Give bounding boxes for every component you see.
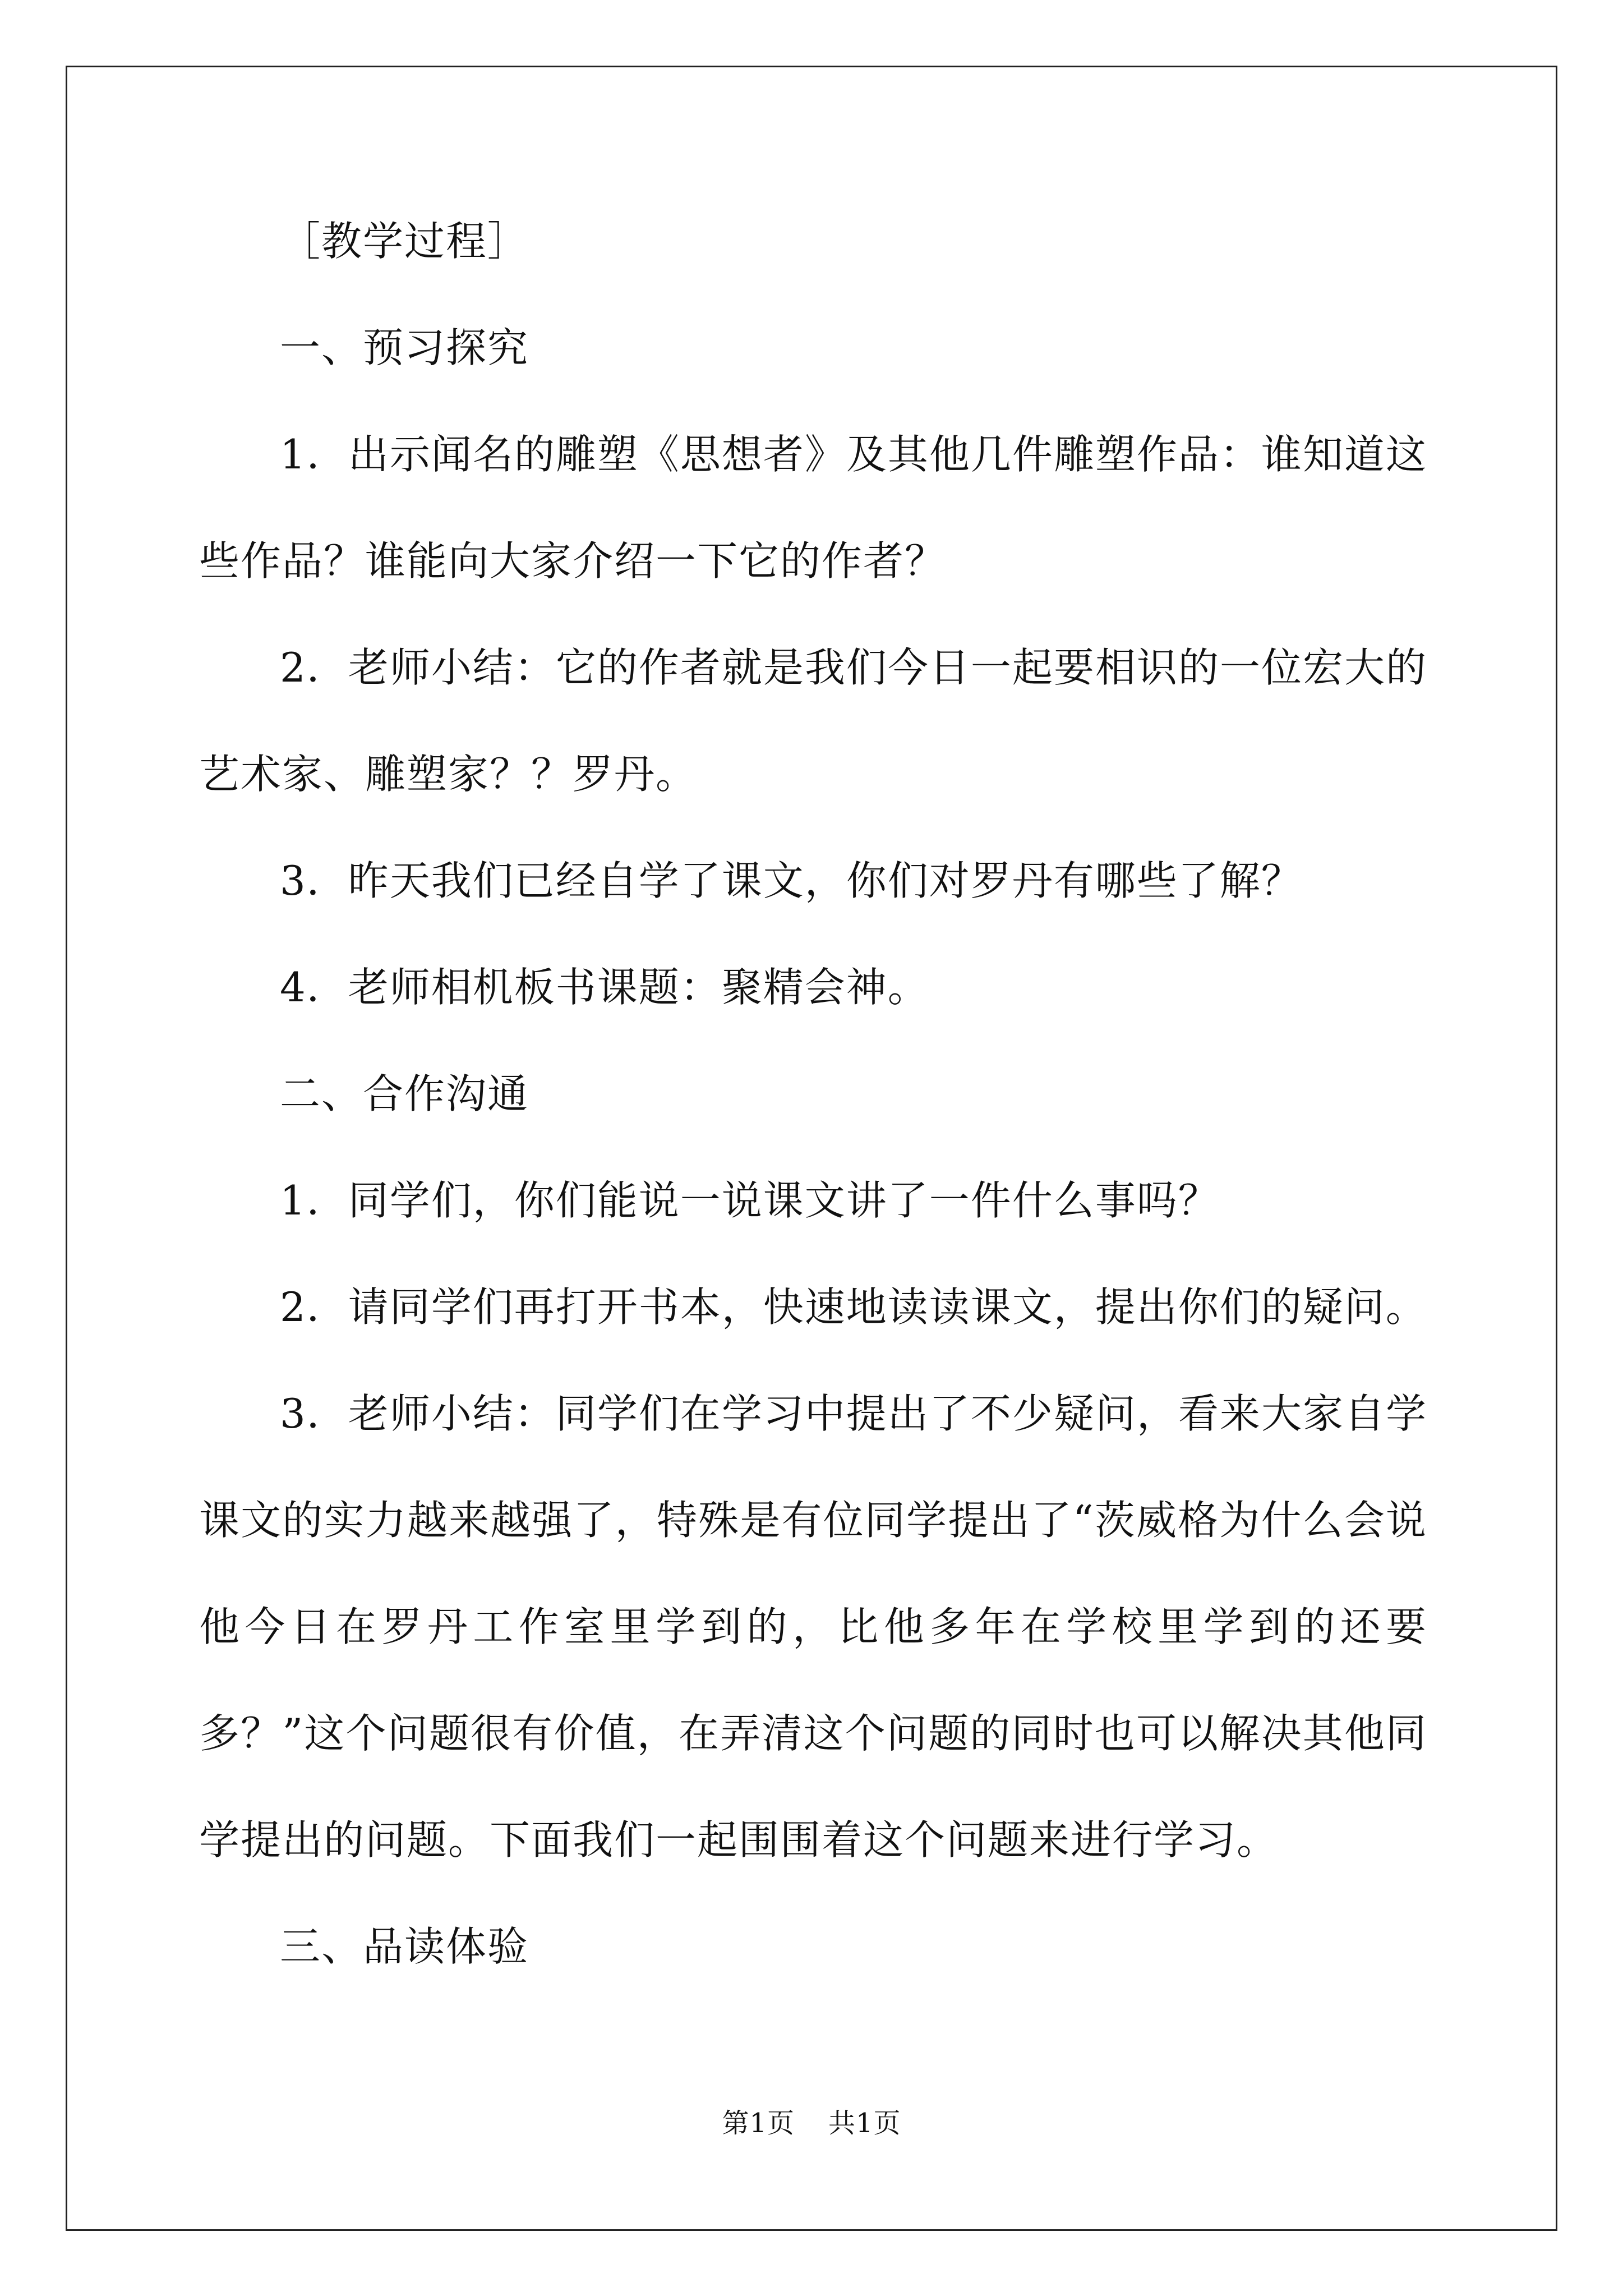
paragraph-1: 1．出示闻名的雕塑《思想者》及其他几件雕塑作品：谁知道这些作品？谁能向大家介绍一下它的作者？ bbox=[199, 431, 1427, 585]
paragraph-7: 3．老师小结：同学们在学习中提出了不少疑问，看来大家自学课文的实力越来越强了，特殊是有位同学提出了“茨威格为什么会说他今日在罗丹工作室里学到的，比他多年在学校里学到的还要多？”这个问题很有价值，在弄清这个问题的同时也可以解决其他同学提出的问题。下面我们一起围围着这个问题来进行学习。 bbox=[199, 1390, 1427, 1864]
page-footer bbox=[0, 2106, 1623, 2140]
section-heading-cooperation: 二、合作沟通 bbox=[280, 1070, 529, 1117]
section-heading-teaching-process: ［教学过程］ bbox=[280, 218, 529, 265]
paragraph-4: 4．老师相机板书课题：聚精会神。 bbox=[280, 964, 929, 1011]
page-total: 共1页 bbox=[828, 2108, 901, 2139]
paragraph-2: 2．老师小结：它的作者就是我们今日一起要相识的一位宏大的艺术家、雕塑家？？罗丹。 bbox=[199, 644, 1427, 798]
paragraph-6: 2．请同学们再打开书本，快速地读读课文，提出你们的疑问。 bbox=[280, 1283, 1427, 1331]
section-heading-preview: 一、预习探究 bbox=[280, 324, 529, 371]
document-body bbox=[199, 213, 1427, 2025]
page-number: 第1页 bbox=[722, 2108, 795, 2139]
paragraph-3: 3．昨天我们已经自学了课文，你们对罗丹有哪些了解？ bbox=[280, 857, 1303, 904]
paragraph-5: 1．同学们，你们能说一说课文讲了一件什么事吗？ bbox=[280, 1177, 1220, 1224]
section-heading-reading: 三、品读体验 bbox=[280, 1923, 529, 1970]
